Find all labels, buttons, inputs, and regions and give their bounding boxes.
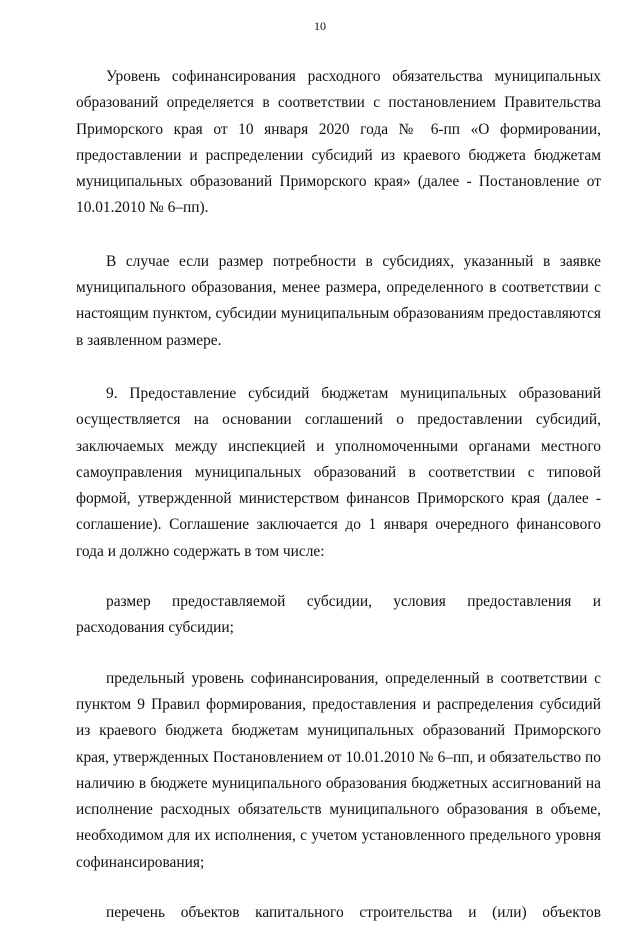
paragraph-objects-list: перечень объектов капитального строительства и (или) объектов	[106, 904, 601, 922]
paragraph-cofinancing-limit: предельный уровень софинансирования, определенный в соответствии с пунктом 9 Правил формирования, предоставления и распределения субсидий из краевого бюджета бюджетам муниципальных образований Приморского края, утвержденных Постановлением от 10.01.2010 № 6–пп, и обязательство по наличию в бюджете муниципального образования бюджетных ассигнований на исполнение расходных обязательств муниципального образования в объеме, необходимом для их исполнения, с учетом установленного предельного уровня софинансирования;	[76, 669, 601, 871]
paragraph-subsidy-size: размер предоставляемой субсидии, условия предоставления и расходования субсидии;	[76, 593, 601, 637]
paragraph-cofinancing-level: Уровень софинансирования расходного обязательства муниципальных образований определяется в соответствии с постановлением Правительства Приморского края от 10 января 2020 года № 6-пп «О формировании, предоставлении и распределении субсидий из краевого бюджета бюджетам муниципальных образований Приморского края» (далее - Постановление от 10.01.2010 № 6–пп).	[76, 68, 601, 217]
paragraph-subsidy-need: В случае если размер потребности в субсидиях, указанный в заявке муниципального образования, менее размера, определенного в соответствии с настоящим пунктом, субсидии муниципальным образованиям предоставляются в заявленном размере.	[76, 252, 601, 349]
page-number: 10	[314, 19, 326, 33]
paragraph-item-9-agreements: 9. Предоставление субсидий бюджетам муниципальных образований осуществляется на основании соглашений о предоставлении субсидий, заключаемых между инспекцией и уполномоченными органами местного самоуправления муниципальных образований в соответствии с типовой формой, утвержденной министерством финансов Приморского края (далее - соглашение). Соглашение заключается до 1 января очередного финансового года и должно содержать в том числе:	[76, 384, 601, 560]
document-body	[76, 64, 601, 926]
